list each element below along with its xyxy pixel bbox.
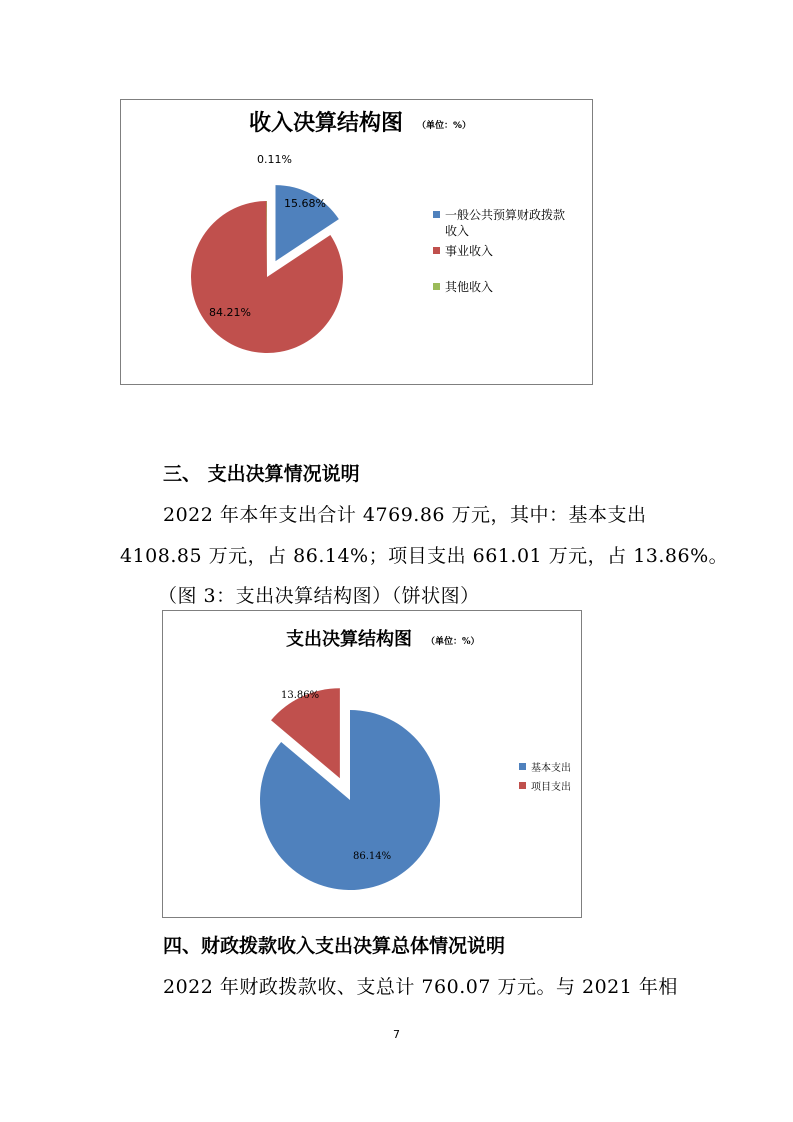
legend-label: 一般公共预算财政拨款: [445, 208, 566, 222]
income-chart-unit: （单位：%）: [417, 120, 472, 131]
income-label-other: 0.11%: [257, 153, 292, 166]
legend-item-other: [433, 279, 565, 295]
legend-label: 项目支出: [531, 782, 571, 793]
pie-slice-basic: [260, 710, 440, 890]
expense-legend: [519, 759, 571, 793]
legend-swatch-blue: [433, 211, 440, 218]
legend-label: 基本支出: [531, 763, 571, 774]
expense-chart-title-text: 支出决算结构图: [286, 629, 412, 650]
page-number: 7: [393, 1028, 400, 1041]
section-heading-4: 四、财政拨款收入支出决算总体情况说明: [163, 935, 506, 957]
income-legend: [433, 207, 565, 295]
legend-swatch-blue: [519, 763, 526, 770]
income-label-fiscal: 15.68%: [284, 197, 326, 210]
income-chart-title-text: 收入决算结构图: [249, 111, 404, 136]
legend-item-fiscal-cont: 收入: [445, 224, 470, 238]
legend-item-basic: [519, 759, 571, 774]
expense-chart-unit: （单位：%）: [426, 636, 480, 647]
section-heading-3: 三、 支出决算情况说明: [163, 463, 360, 485]
income-chart: [120, 99, 593, 385]
paragraph-line: 2022 年财政拨款收、支总计 760.07 万元。与 2021 年相: [163, 976, 678, 998]
legend-swatch-red: [519, 782, 526, 789]
legend-label: 其他收入: [445, 280, 494, 294]
legend-label: 事业收入: [445, 244, 494, 258]
paragraph-line: 4108.85 万元，占 86.14%；项目支出 661.01 万元，占 13.86%。: [120, 545, 729, 567]
expense-label-basic: 86.14%: [353, 851, 392, 862]
legend-swatch-green: [433, 283, 440, 290]
figure-caption: （图 3：支出决算结构图）（饼状图）: [158, 585, 480, 607]
expense-label-project: 13.86%: [281, 690, 320, 701]
legend-item-project: [519, 778, 571, 793]
legend-item-fiscal: [433, 207, 565, 223]
paragraph-line: 2022 年本年支出合计 4769.86 万元，其中：基本支出: [163, 504, 647, 526]
legend-item-business: [433, 243, 565, 259]
income-label-business: 84.21%: [209, 306, 251, 319]
expense-chart: [162, 610, 582, 918]
legend-swatch-red: [433, 247, 440, 254]
